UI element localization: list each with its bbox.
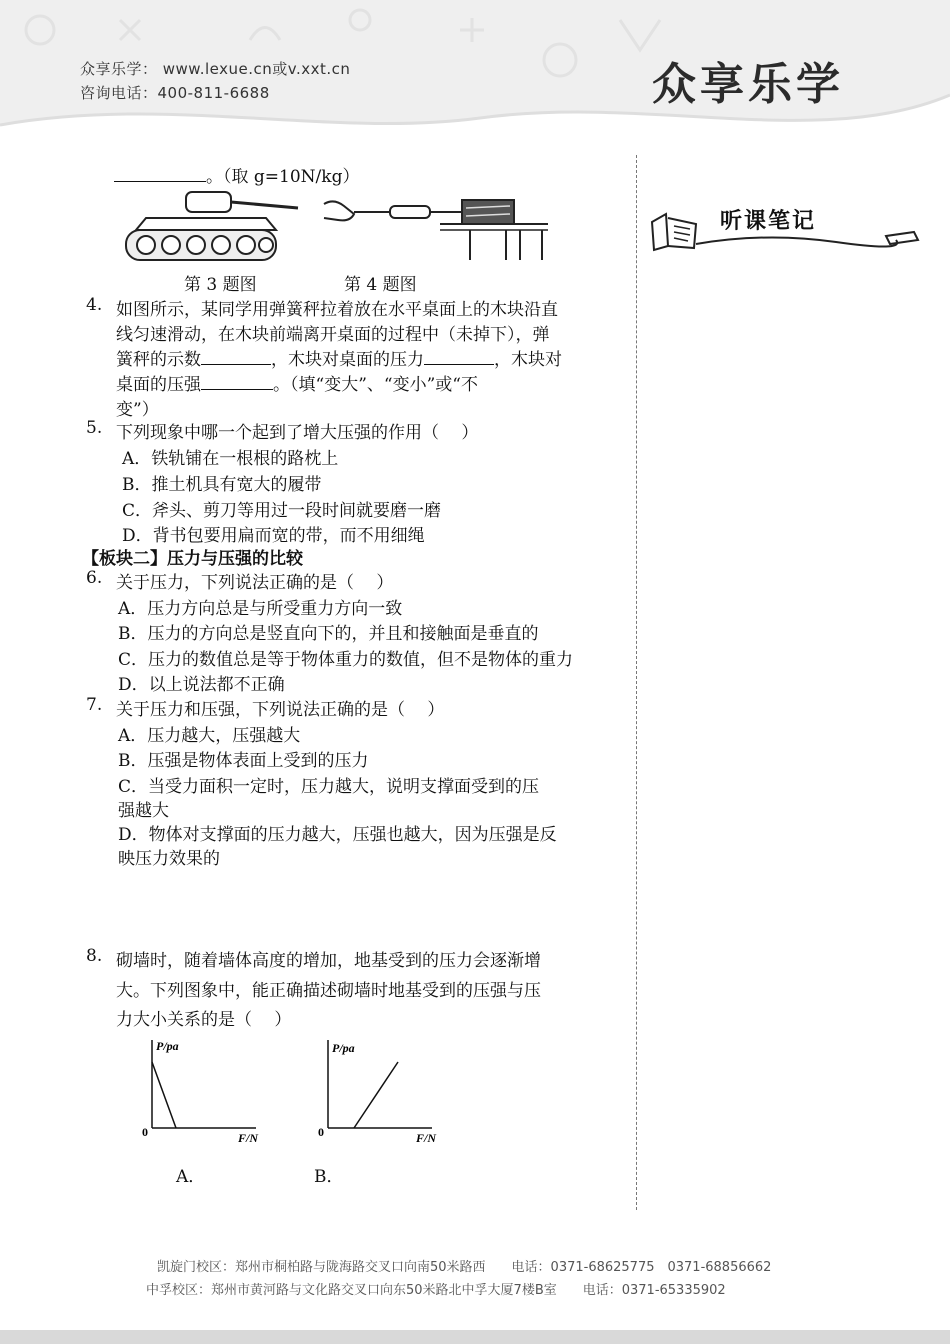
q8-line-3: 力大小关系的是（ ） bbox=[116, 1010, 292, 1030]
graph-a-option-label: A． bbox=[176, 1167, 206, 1187]
q4-line-3b: ，木块对桌面的压力 bbox=[271, 350, 424, 370]
q5-option-b: B．推土机具有宽大的履带 bbox=[122, 475, 322, 495]
q5-option-c: C．斧头、剪刀等用过一段时间就要磨一磨 bbox=[122, 501, 442, 521]
q4-blank-3 bbox=[201, 389, 273, 390]
q5-option-a: A．铁轨铺在一根根的路枕上 bbox=[122, 449, 339, 469]
q4-line-5: 变”） bbox=[116, 400, 159, 420]
section-2-heading: 【板块二】压力与压强的比较 bbox=[82, 549, 303, 569]
footer-campus-1: 凯旋门校区：郑州市桐柏路与陇海路交叉口向南50米路西 电话：0371-68625775 0371-68856662 bbox=[157, 1260, 772, 1275]
q4-line-3a: 簧秤的示数 bbox=[116, 350, 201, 370]
graph-b-line bbox=[354, 1062, 398, 1128]
graph-a-line bbox=[152, 1062, 176, 1128]
q4-line-1: 如图所示，某同学用弹簧秤拉着放在水平桌面上的木块沿直 bbox=[116, 300, 558, 320]
graph-b-ylabel: P/pa bbox=[332, 1041, 355, 1055]
q7-option-a: A．压力越大，压强越大 bbox=[118, 726, 301, 746]
q7-option-c-line2: 强越大 bbox=[118, 801, 169, 821]
q4-line-4 bbox=[116, 370, 478, 395]
q5-stem: 下列现象中哪一个起到了增大压强的作用（ ） bbox=[116, 423, 479, 443]
graph-b bbox=[312, 1032, 452, 1152]
brand-logo-text: 众享乐学 bbox=[652, 59, 844, 110]
q4-line-4b: 。（填“变大”、“变小”或“不 bbox=[273, 375, 478, 395]
q6-option-a: A．压力方向总是与所受重力方向一致 bbox=[118, 599, 403, 619]
notes-title: 听课笔记 bbox=[720, 208, 817, 234]
graph-b-option-label: B． bbox=[314, 1167, 344, 1187]
q4-line-3 bbox=[116, 345, 562, 370]
q7-option-c-line1: C．当受力面积一定时，压力越大，说明支撑面受到的压 bbox=[118, 777, 540, 797]
tank-figure bbox=[116, 184, 301, 274]
q6-option-b: B．压力的方向总是竖直向下的，并且和接触面是垂直的 bbox=[118, 624, 539, 644]
q6-stem: 关于压力，下列说法正确的是（ ） bbox=[116, 573, 394, 593]
q8-line-2: 大。下列图象中，能正确描述砌墙时地基受到的压强与压 bbox=[116, 981, 541, 1001]
column-divider bbox=[636, 155, 637, 1210]
q7-option-d-line2: 映压力效果的 bbox=[118, 849, 220, 869]
q4-number: 4. bbox=[86, 295, 103, 315]
q5-option-d: D．背书包要用扁而宽的带，而不用细绳 bbox=[122, 526, 425, 546]
q7-number: 7. bbox=[86, 695, 103, 715]
notes-pen-underline-icon bbox=[686, 224, 926, 264]
q5-number: 5. bbox=[86, 418, 103, 438]
figure-4-caption: 第 4 题图 bbox=[344, 275, 417, 295]
q8-number: 8. bbox=[86, 946, 103, 966]
graph-a-ylabel: P/pa bbox=[156, 1039, 179, 1053]
graph-a-xlabel: F/N bbox=[238, 1131, 259, 1145]
q4-line-4a: 桌面的压强 bbox=[116, 375, 201, 395]
header-phone: 咨询电话：400-811-6688 bbox=[80, 84, 270, 102]
graph-b-origin: 0 bbox=[318, 1125, 324, 1139]
header-website: 众享乐学： www.lexue.cn或v.xxt.cn bbox=[80, 60, 351, 78]
bottom-bar bbox=[0, 1330, 950, 1344]
q4-line-3c: ，木块对 bbox=[494, 350, 562, 370]
footer-campus-2: 中孚校区：郑州市黄河路与文化路交叉口向东50米路北中孚大厦7楼B室 电话：0371-65335902 bbox=[146, 1283, 726, 1298]
q4-blank-1 bbox=[201, 364, 271, 365]
q7-option-d-line1: D．物体对支撑面的压力越大，压强也越大，因为压强是反 bbox=[118, 825, 557, 845]
q6-option-c: C．压力的数值总是等于物体重力的数值，但不是物体的重力 bbox=[118, 650, 574, 670]
q3-tail-text: 。（取 g=10N/kg） bbox=[206, 167, 360, 187]
q8-line-1: 砌墙时，随着墙体高度的增加，地基受到的压力会逐渐增 bbox=[116, 951, 541, 971]
graph-a-origin: 0 bbox=[142, 1125, 148, 1139]
spring-scale-block-figure bbox=[320, 194, 550, 266]
q7-stem: 关于压力和压强，下列说法正确的是（ ） bbox=[116, 700, 445, 720]
q6-option-d: D．以上说法都不正确 bbox=[118, 675, 285, 695]
q4-line-2: 线匀速滑动，在木块前端离开桌面的过程中（未掉下），弹 bbox=[116, 325, 550, 345]
q3-answer-blank bbox=[114, 181, 206, 182]
q6-number: 6. bbox=[86, 568, 103, 588]
graph-a bbox=[136, 1032, 276, 1152]
notes-section bbox=[646, 196, 886, 256]
graph-b-xlabel: F/N bbox=[416, 1131, 437, 1145]
page-header bbox=[0, 0, 950, 150]
figure-3-caption: 第 3 题图 bbox=[184, 275, 257, 295]
q4-blank-2 bbox=[424, 364, 494, 365]
q7-option-b: B．压强是物体表面上受到的压力 bbox=[118, 751, 369, 771]
